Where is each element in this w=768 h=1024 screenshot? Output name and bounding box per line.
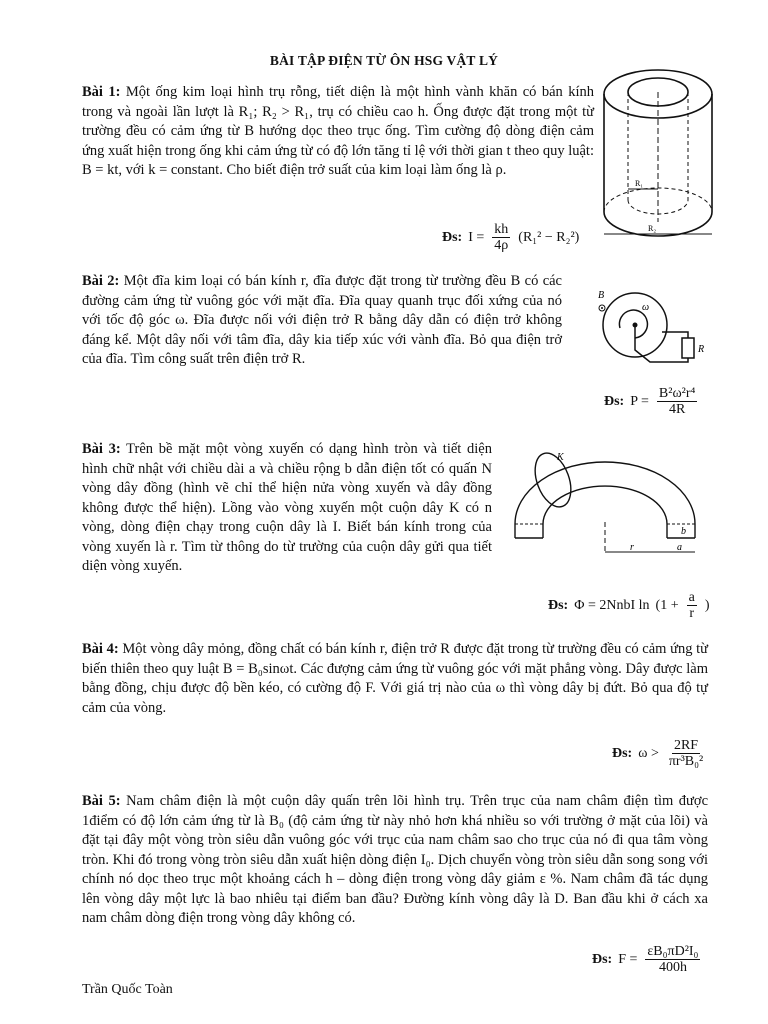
problem-4 bbox=[82, 640, 708, 718]
rotating-disk-figure bbox=[590, 280, 720, 370]
answer-3: Đs: Φ = 2NnbI ln (1 + $\frac{a}{r}$ ) bbox=[548, 590, 710, 621]
problem-text: Một đĩa kim loại có bán kính r, đĩa được đặt trong từ trường đều B có các đường cảm ứng từ vuông góc với mặt đĩa. Đĩa quay quanh trục đối xứng của nó với tốc độ góc ω. Đĩa được nối với điện trở R bằng dây dẫn có điện trở không đáng kể. Một dây nối với tâm đĩa, dây kia tiếp xúc với vành đĩa. Bỏ qua điện trở của đĩa. Tìm công suất trên điện trở R. bbox=[82, 273, 562, 367]
problem-label: Bài 1: bbox=[82, 84, 121, 100]
problem-label: Bài 3: bbox=[82, 441, 121, 457]
author-name: Trần Quốc Toàn bbox=[82, 982, 173, 997]
b-vector-label: B⃗ bbox=[598, 290, 612, 301]
problem-text: Trên bề mặt một vòng xuyến có dạng hình tròn và tiết diện hình chữ nhật với chiều dài a và chiều rộng b dẫn điện tốt có quấn N vòng dây đồng (hình vẽ chỉ thể hiện nửa vòng xuyến và dây đồng không được thể hiện). Lồng vào vòng xuyến một cuộn dây K có n vòng, dòng điện chạy trong cuộn dây là I. Biết bán kính trong của vòng xuyến là r. Tìm từ thông do từ trường của cuộn dây gửi qua tiết diện vòng xuyến. bbox=[82, 441, 492, 574]
page-title: BÀI TẬP ĐIỆN TỪ ÔN HSG VẬT LÝ bbox=[269, 53, 499, 68]
answer-2: Đs: P = $\frac{\text{B²ω²r⁴}}{4R}$ bbox=[604, 386, 696, 417]
hollow-cylinder-figure bbox=[598, 62, 758, 246]
a-label: a bbox=[677, 542, 682, 553]
problem-5 bbox=[82, 792, 708, 929]
answer-4: Đs: ω > $\frac{2RF}{\text{πr³B₀²}}$ bbox=[612, 738, 704, 769]
problem-3 bbox=[82, 440, 492, 577]
answer-5: Đs: F = $\frac{\text{εB₀πD²I₀}}{400h}$ bbox=[592, 944, 699, 975]
toroid-figure bbox=[505, 442, 705, 562]
problem-text: Nam châm điện là một cuộn dây quấn trên lõi hình trụ. Trên trục của nam châm điện tìm được 1điểm có độ lớn cảm ứng từ là B₀ (độ cảm ứng từ này nhỏ hơn khá nhiều so với trường ở mặt của lõi) và đặt tại đây một vòng tròn siêu dẫn vuông góc với trục của nam châm sao cho trục của nó đi qua tâm vòng tròn. Khi đó trong vòng tròn siêu dẫn xuất hiện dòng điện I₀. Dịch chuyển vòng tròn siêu dẫn song song với chính nó dọc theo trục một khoảng cách h – dòng điện trong vòng dây giảm ε %. Nam châm đã tác dụng lên vòng dây một lực là bao nhiêu tại điểm ban đầu? Đường kính vòng dây là D. Ban đầu khi ở cách xa nam châm dòng điện trong vòng dây không có. bbox=[82, 793, 709, 926]
problem-label: Bài 5: bbox=[82, 793, 121, 809]
problem-label: Bài 4: bbox=[82, 641, 119, 657]
answer-1: Đs: I = $\frac{kh}{4\rho}$ (R₁² − R₂²) bbox=[442, 222, 580, 253]
resistor-label: R bbox=[698, 344, 705, 355]
answer-label: Đs: bbox=[442, 229, 463, 245]
problem-text: Một vòng dây mỏng, đồng chất có bán kính r, điện trở R được đặt trong từ trường đều có cảm ứng từ biến thiên theo quy luật B = B₀sinωt. Các đượng cảm ứng từ vuông góc với mặt phẳng vòng. Dây được làm bằng đồng, chịu được độ bền kéo, có cường độ F. Với giá trị nào của ω thì vòng dây bị đứt. Bỏ qua độ tự cảm của vòng. bbox=[82, 641, 709, 716]
problem-label: Bài 2: bbox=[82, 273, 120, 289]
omega-label: ω bbox=[642, 302, 650, 313]
k-label: K bbox=[557, 452, 564, 463]
problem-1 bbox=[82, 83, 594, 181]
r2-label: R₂ bbox=[648, 224, 657, 233]
r-label: r bbox=[630, 542, 634, 553]
problem-text: Một ống kim loại hình trụ rỗng, tiết diện là một hình vành khăn có bán kính trong và ngoài lần lượt là R₁; R₂ > R₁, trụ có chiều cao h. Ống được đặt trong một từ trường đều có cảm ứng từ B hướng dọc theo trục ống. Tìm cường độ dòng điện cảm ứng xuất hiện trong ống khi cảm ứng từ có độ lớn tăng tỉ lệ với thời gian t theo quy luật: B = kt, với k = constant. Cho biết điện trở suất của kim loại làm ống là ρ. bbox=[82, 84, 594, 178]
b-label: b bbox=[681, 526, 686, 537]
r1-label: R₁ bbox=[635, 179, 644, 188]
problem-2 bbox=[82, 272, 562, 370]
